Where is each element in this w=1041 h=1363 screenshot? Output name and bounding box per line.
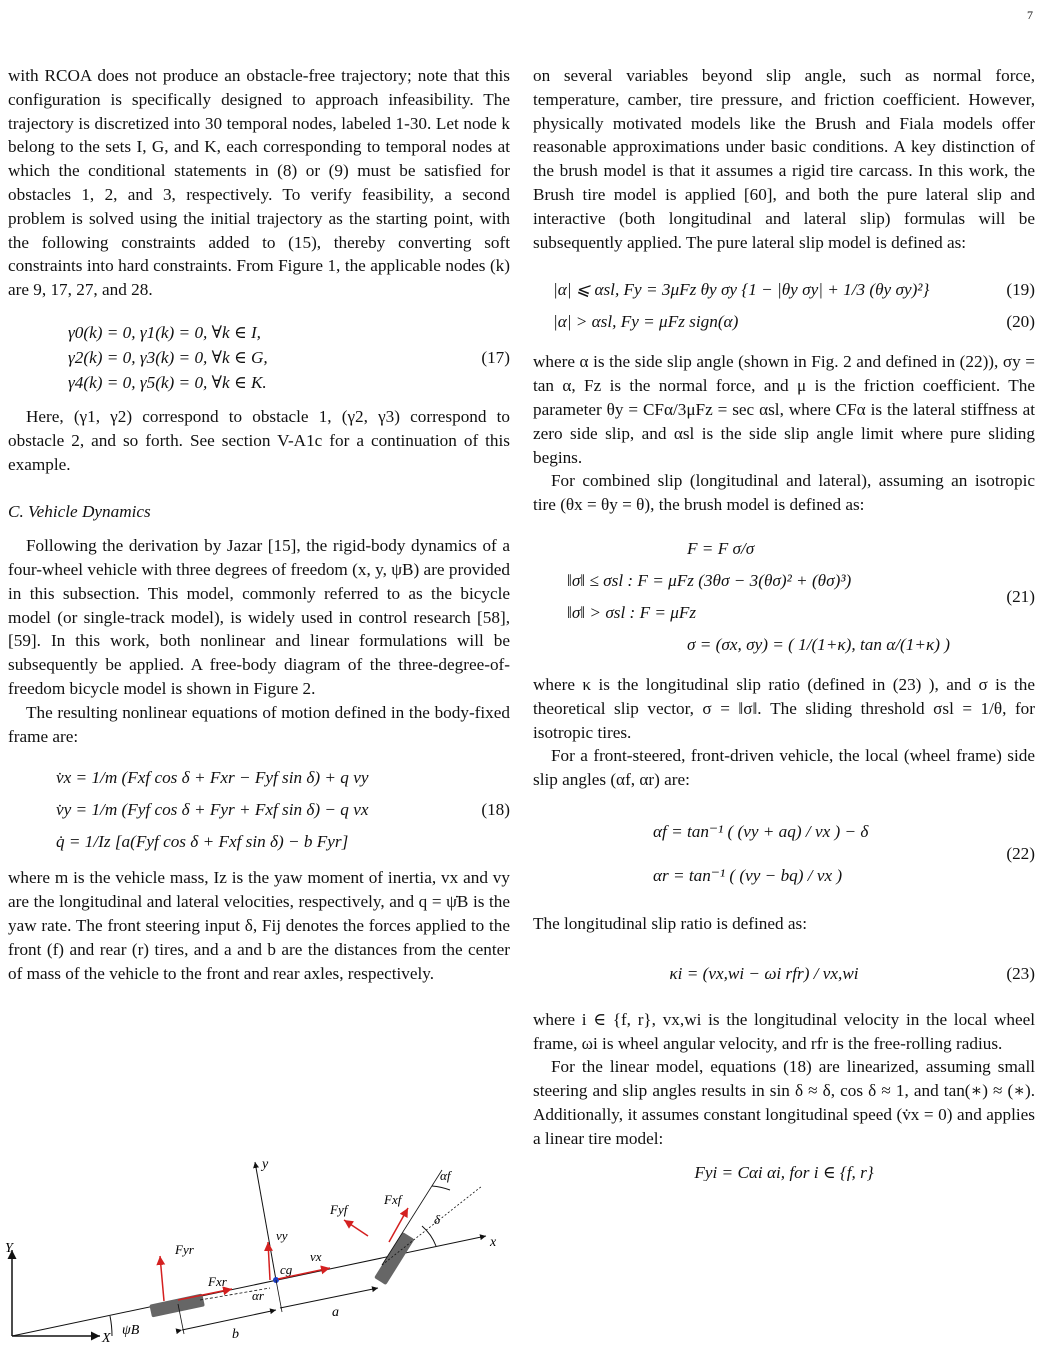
rear-wheel [149,1294,205,1318]
equation-line: ‖σ‖ ≤ σsl : F = μFz (3θσ − 3(θσ)² + (θσ)³) [567,570,852,590]
equation-18 [8,762,510,858]
equation-19 [533,274,1035,306]
equation-20 [533,306,1035,338]
body-y-label: y [262,1157,269,1172]
fxf-label: Fxf [384,1192,402,1207]
global-x-label: X [102,1331,111,1346]
paragraph: where m is the vehicle mass, Iz is the yaw moment of inertia, vx and vy are the longitudinal and lateral velocities, respectively, and q = ψ̇B is the yaw rate. The front steering input δ, Fij denotes the forces applied to the front (f) and rear (r) tires, and a and b are the distances from the center of mass of the vehicle to the front and rear axles, respectively. [8,868,510,983]
equation-line: |α| ⩽ αsl, Fy = 3μFz θy σy {1 − |θy σy| + 1/3 (θy σy)²} [553,280,930,300]
paragraph: For a front-steered, front-driven vehicle, the local (wheel frame) side slip angles (αf, αr) are: [533,746,1035,790]
paragraph: where κ is the longitudinal slip ratio (defined in (23) ), and σ is the theoretical slip vector, σ = ‖σ‖. The sliding threshold σsl = 1/θ, for isotropic tires. [533,674,1035,742]
equation-number: (21) [1006,587,1035,607]
equation-number: (17) [481,347,510,367]
equation-line: γ4(k) = 0, γ5(k) = 0, ∀k ∈ K. [68,372,267,392]
fyr-label: Fyr [175,1242,194,1257]
equation-number: (20) [1006,312,1035,332]
alpha-f-label: αf [440,1168,451,1183]
front-fy-arrow [344,1220,368,1236]
paragraph: where α is the side slip angle (shown in Fig. 2 and defined in (22)), σy = tan α, Fz is the normal force, and μ is the friction coefficient. The parameter θy = CFα/3μFz = sec αsl, where CFα is the lateral stiffness at zero side slip, and αsl is the side slip angle limit where pure sliding begins. [533,352,1035,467]
dim-tick [276,1280,282,1312]
equation-24-partial: Fyi = Cαi αi, for i ∈ {f, r} [694,1162,874,1181]
paragraph: where i ∈ {f, r}, vx,wi is the longitudinal velocity in the local wheel frame, ωi is wheel angular velocity, and rfr is the free-rolling radius. [533,1009,1035,1053]
equation-number: (22) [1006,844,1035,864]
equation-number: (23) [1006,963,1035,983]
paragraph: on several variables beyond slip angle, such as normal force, temperature, camber, tire pressure, and friction coefficient. However, physically motivated models like the Brush and Fiala models offer reasonable approximations under basic conditions. A key distinction of the brush model is that it assumes a rigid tire carcass. In this work, the Brush tire model is applied [60], and both the pure lateral slip and interactive (both longitudinal and lateral slip) formulas will be subsequently applied. The pure lateral slip model is defined as: [533,66,1035,252]
delta-label: δ [434,1212,441,1227]
global-y-label: Y [5,1241,13,1256]
body-y-axis [255,1162,276,1280]
equation-line: q̇ = 1/Iz [a(Fyf cos δ + Fxf sin δ) − b Fyr] [56,832,349,852]
equation-line: |α| > αsl, Fy = μFz sign(α) [553,312,739,332]
dim-b-label: b [232,1327,239,1342]
delta-arc [422,1226,436,1246]
section-title: C. Vehicle Dynamics [8,502,151,522]
body-x-label: x [490,1235,497,1250]
psi-label: ψB [122,1323,140,1338]
dim-a-label: a [332,1305,339,1320]
equation-number: (18) [481,800,510,820]
paragraph: The longitudinal slip ratio is defined as: [533,913,807,933]
paragraph: For combined slip (longitudinal and lateral), assuming an isotropic tire (θx = θy = θ), the brush model is defined as: [533,471,1035,515]
page-number: 7 [1027,8,1033,22]
rear-fy-arrow [160,1256,164,1301]
equation-line: γ2(k) = 0, γ3(k) = 0, ∀k ∈ G, [68,347,268,367]
equation-17 [8,320,510,395]
equation-21 [533,533,1035,661]
equation-line: v̇x = 1/m (Fxf cos δ + Fxr − Fyf sin δ) + q vy [56,768,369,788]
equation-line: γ0(k) = 0, γ1(k) = 0, ∀k ∈ I, [68,322,261,342]
equation-23 [533,958,1035,990]
alpha-f-arc [432,1186,450,1190]
equation-line: σ = (σx, σy) = ( 1/(1+κ), tan α/(1+κ) ) [687,634,950,654]
left-column [8,64,510,985]
equation-line: ‖σ‖ > σsl : F = μFz [567,602,697,622]
fyf-label: Fyf [330,1202,348,1217]
dim-b-line [182,1310,276,1330]
bicycle-model-figure [0,1150,520,1360]
paragraph: For the linear model, equations (18) are linearized, assuming small steering and slip angles results in sin δ ≈ δ, cos δ ≈ 1, and tan(∗) ≈ (∗). Additionally, it assumes constant longitudinal speed (v̇x = 0) and applies a linear tire model: [533,1057,1035,1148]
front-wheel-heading-line [382,1170,442,1265]
cg-label: cg [280,1262,293,1277]
vy-arrow [268,1242,270,1280]
alpha-r-label: αr [252,1288,264,1303]
equation-line: F = F σ/σ [687,538,755,558]
paragraph: Here, (γ1, γ2) correspond to obstacle 1, (γ2, γ3) correspond to obstacle 2, and so forth. See section V-A1c for a continuation of this example. [8,406,510,474]
equation-line: v̇y = 1/m (Fyf cos δ + Fyr + Fxf sin δ) − q vx [56,800,369,820]
right-column [533,64,1035,1181]
rear-fx-arrow [178,1289,232,1300]
equation-number: (19) [1006,280,1035,300]
paragraph: Following the derivation by Jazar [15], the rigid-body dynamics of a four-wheel vehicle with three degrees of freedom (x, y, ψB) are provided in this subsection. This model, commonly referred to as the bicycle model (or single-track model), is widely used in control research [58], [59]. In this work, both nonlinear and linear formulations will be subsequently be applied. A free-body diagram of the three-degree-of-freedom bicycle model is shown in Figure 2. [8,536,510,698]
equation-22 [533,810,1035,898]
equation-line: κi = (vx,wi − ωi rfr) / vx,wi [669,963,859,983]
vx-label: vx [310,1249,322,1264]
paragraph: The resulting nonlinear equations of motion defined in the body-fixed frame are: [8,702,510,746]
dim-a-line [280,1288,378,1308]
equation-line: αr = tan⁻¹ ( (vy − bq) / vx ) [653,865,843,885]
fxr-label: Fxr [208,1274,227,1289]
equation-line: αf = tan⁻¹ ( (vy + aq) / vx ) − δ [653,821,869,841]
vy-label: vy [276,1228,288,1243]
body-x-axis [12,1236,486,1336]
paragraph: with RCOA does not produce an obstacle-free trajectory; note that this configuration is specifically designed to approach infeasibility. The trajectory is discretized into 30 temporal nodes, labeled 1-30. Let node k belong to the sets I, G, and K, each corresponding to temporal nodes at which the conditional statements in (8) or (9) must be satisfied for obstacles 1, 2, and 3, respectively. To verify feasibility, a second problem is solved using the initial trajectory as the starting point, with the following constraints added to (15), thereby converting soft constraints into hard constraints. From Figure 1, the applicable nodes (k) are 9, 17, 27, and 28. [8,66,510,300]
